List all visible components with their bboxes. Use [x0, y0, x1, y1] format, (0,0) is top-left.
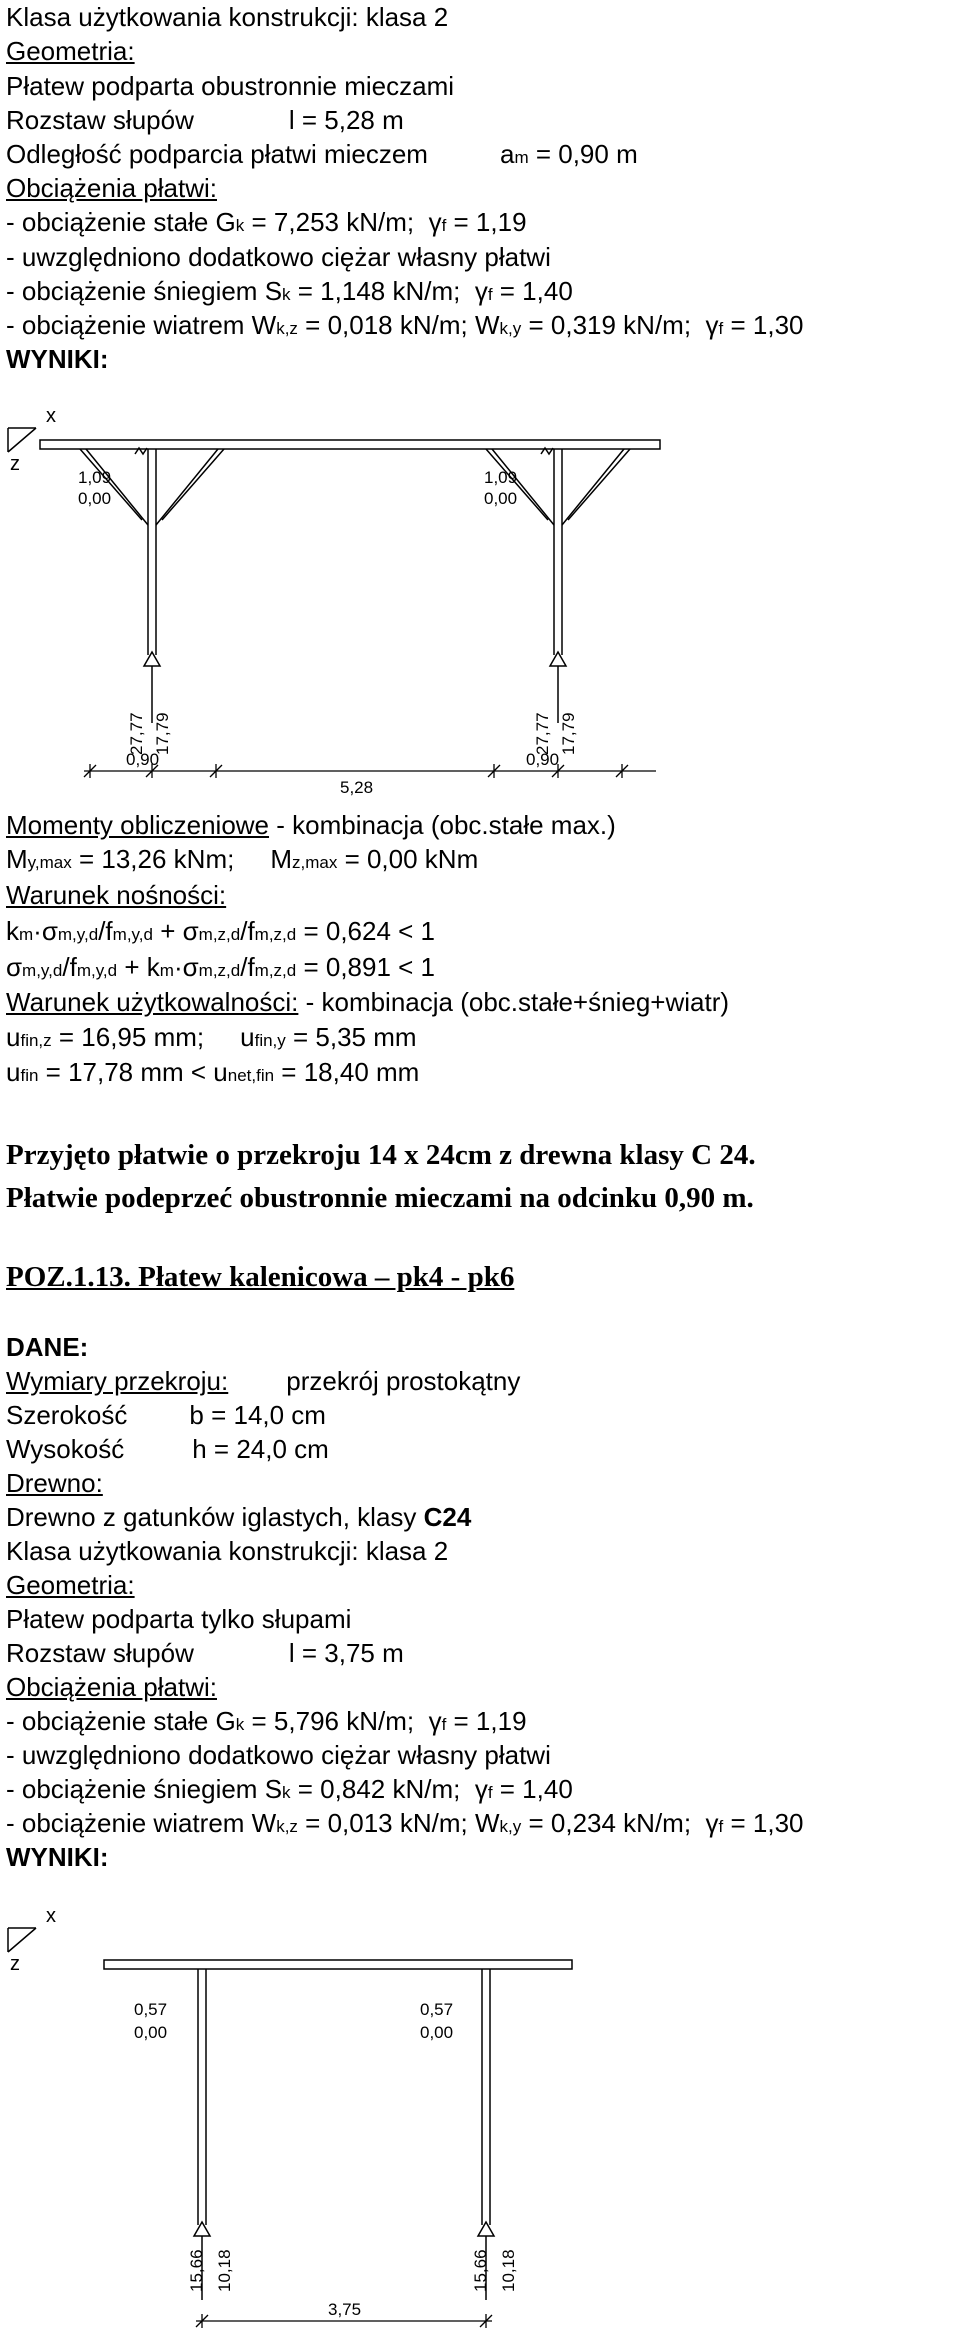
- warunek-1: km·σm,y,d/fm,y,d + σm,z,d/fm,z,d = 0,624 < 1: [6, 916, 436, 946]
- right-moment-top: 0,57: [420, 2000, 454, 2019]
- rozstaw-value: l = 5,28 m: [288, 105, 404, 135]
- axis-x-label: x: [46, 405, 56, 427]
- klasa-uzytkowania: Klasa użytkowania konstrukcji: klasa 2: [6, 2, 449, 32]
- uzytkowalnosc-row: Warunek użytkowalności: - kombinacja (obc.stałe+śnieg+wiatr): [6, 987, 730, 1017]
- right-moment-top: 1,09: [484, 468, 518, 487]
- left-reaction-2: 17,79: [153, 712, 172, 755]
- rozstaw-row: [6, 103, 404, 137]
- right-reaction-2: 10,18: [499, 2249, 518, 2292]
- momenty-row: Momenty obliczeniowe - kombinacja (obc.stałe max.): [6, 810, 616, 840]
- dim-span: 3,75: [328, 2300, 362, 2319]
- obciazenie-stale-2: - obciążenie stałe Gk = 5,796 kN/m; γf = 1,19: [6, 1706, 527, 1736]
- moment-values: My,max = 13,26 kNm; Mz,max = 0,00 kNm: [6, 844, 479, 874]
- axis-z-label: z: [10, 1953, 20, 1975]
- dim-left: 0,90: [126, 750, 160, 769]
- axes-icon: [8, 1928, 36, 1952]
- left-moment-bottom: 0,00: [134, 2023, 168, 2042]
- odleglosc-row: Odległość podparcia płatwi mieczem am = 0,90 m: [6, 139, 638, 169]
- ciezar-wlasny-2: - uwzględniono dodatkowo ciężar własny płatwi: [6, 1740, 551, 1770]
- wymiary-row: Wymiary przekroju: przekrój prostokątny: [6, 1366, 521, 1396]
- dim-right: 0,90: [526, 750, 560, 769]
- right-reaction-2: 17,79: [559, 712, 578, 755]
- obciazenia-heading: Obciążenia płatwi:: [6, 173, 217, 203]
- right-reaction-1: 27,77: [533, 712, 552, 755]
- left-moment-top: 0,57: [134, 2000, 168, 2019]
- dimension-lines: [84, 764, 656, 778]
- podparcie-text: Płatew podparta obustronnie mieczami: [6, 71, 455, 101]
- conclusion-line-2: Płatwie podeprzeć obustronnie mieczami na odcinku 0,90 m.: [6, 1182, 754, 1214]
- obciazenie-wiatr-2: - obciążenie wiatrem Wk,z = 0,013 kN/m; Wk,y = 0,234 kN/m; γf = 1,30: [6, 1808, 804, 1838]
- beam-diagram-1: [6, 380, 956, 800]
- obciazenie-snieg: - obciążenie śniegiem Sk = 1,148 kN/m; γf = 1,40: [6, 276, 573, 306]
- geometria-heading-2: Geometria:: [6, 1570, 135, 1600]
- left-reaction-1: 15,66: [187, 2249, 206, 2292]
- ugiecia-row-2: ufin = 17,78 mm < unet,fin = 18,40 mm: [6, 1057, 420, 1087]
- obciazenie-wiatr: - obciążenie wiatrem Wk,z = 0,018 kN/m; Wk,y = 0,319 kN/m; γf = 1,30: [6, 310, 804, 340]
- ugiecia-row-1: ufin,z = 16,95 mm; ufin,y = 5,35 mm: [6, 1022, 417, 1052]
- beam-diagram-2: [6, 1880, 956, 2340]
- beam: [104, 1960, 572, 1969]
- geometria-heading: Geometria:: [6, 36, 135, 66]
- szerokosc-row: Szerokość b = 14,0 cm: [6, 1400, 326, 1430]
- wyniki-heading-2: WYNIKI:: [6, 1842, 109, 1872]
- drewno-heading: Drewno:: [6, 1468, 103, 1498]
- axes-icon: [8, 428, 36, 452]
- left-moment-top: 1,09: [78, 468, 112, 487]
- poz-title: POZ.1.13. Płatew kalenicowa – pk4 - pk6: [6, 1261, 515, 1293]
- rozstaw-row-2: Rozstaw słupów l = 3,75 m: [6, 1638, 404, 1668]
- right-moment-bottom: 0,00: [484, 489, 518, 508]
- beam: [40, 440, 660, 449]
- wysokosc-row: Wysokość h = 24,0 cm: [6, 1434, 329, 1464]
- warunek-2: σm,y,d/fm,y,d + km·σm,z,d/fm,z,d = 0,891 < 1: [6, 952, 436, 982]
- odleglosc-label: Odległość podparcia płatwi mieczem: [6, 139, 428, 169]
- drewno-row: Drewno z gatunków iglastych, klasy C24: [6, 1502, 472, 1532]
- right-moment-bottom: 0,00: [420, 2023, 454, 2042]
- left-moment-bottom: 0,00: [78, 489, 112, 508]
- right-reaction-1: 15,66: [471, 2249, 490, 2292]
- ciezar-wlasny: - uwzględniono dodatkowo ciężar własny płatwi: [6, 242, 551, 272]
- dane-heading: DANE:: [6, 1332, 89, 1362]
- left-reaction-1: 27,77: [127, 712, 146, 755]
- conclusion-line-1: Przyjęto płatwie o przekroju 14 x 24cm z drewna klasy C 24.: [6, 1139, 756, 1171]
- rozstaw-label: Rozstaw słupów: [6, 105, 194, 135]
- obciazenia-heading-2: Obciążenia płatwi:: [6, 1672, 217, 1702]
- left-reaction-2: 10,18: [215, 2249, 234, 2292]
- dim-span: 5,28: [340, 778, 374, 797]
- obciazenie-stale: - obciążenie stałe Gk = 7,253 kN/m; γf = 1,19: [6, 207, 527, 237]
- nosnosc-heading: Warunek nośności:: [6, 880, 227, 910]
- wyniki-heading: WYNIKI:: [6, 344, 109, 374]
- obciazenie-snieg-2: - obciążenie śniegiem Sk = 0,842 kN/m; γf = 1,40: [6, 1774, 573, 1804]
- podparcie-text-2: Płatew podparta tylko słupami: [6, 1604, 352, 1634]
- axis-z-label: z: [10, 453, 20, 475]
- axis-x-label: x: [46, 1905, 56, 1927]
- klasa-uzytkowania-2: Klasa użytkowania konstrukcji: klasa 2: [6, 1536, 449, 1566]
